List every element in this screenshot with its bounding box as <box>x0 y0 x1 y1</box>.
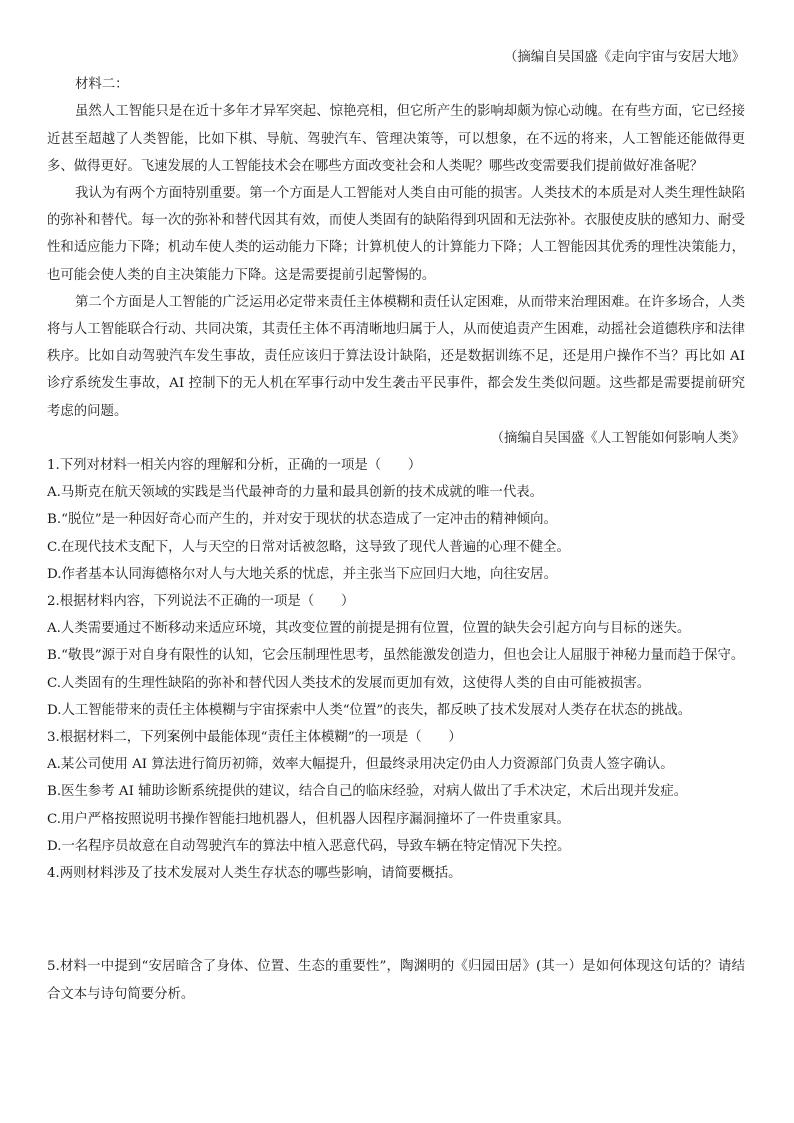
question-3-option-a: A.某公司使用 AI 算法进行简历初筛，效率大幅提升，但最终录用决定仍由人力资源部门负责人签字确认。 <box>47 757 674 773</box>
question-2-option-c: C.人类固有的生理性缺陷的弥补和替代因人类技术的发展而更加有效，这使得人类的自由可能被损害。 <box>47 675 651 691</box>
question-3-stem: 3.根据材料二，下列案例中最能体现“责任主体模糊”的一项是（ ） <box>47 730 462 746</box>
question-1-option-a: A.马斯克在航天领域的实践是当代最神奇的力量和最具创新的技术成就的唯一代表。 <box>47 485 543 501</box>
question-3-option-b: B.医生参考 AI 辅助诊断系统提供的建议，结合自己的临床经验，对病人做出了手术决定，术后出现并发症。 <box>47 784 688 800</box>
material1-source: （摘编自吴国盛《走向宇宙与安居大地》 <box>503 50 745 65</box>
question-1-stem: 1.下列对材料一相关内容的理解和分析，正确的一项是（ ） <box>47 458 422 474</box>
question-5-stem: 5.材料一中提到“安居暗含了身体、位置、生态的重要性”，陶渊明的《归园田居》(其一）是如何体现这句话的？请结合文本与诗句简要分析。 <box>47 959 745 1002</box>
question-4-stem: 4.两则材料涉及了技术发展对人类生存状态的哪些影响，请简要概括。 <box>47 866 462 882</box>
material2-heading: 材料二： <box>75 77 129 93</box>
question-3-option-c: C.用户严格按照说明书操作智能扫地机器人，但机器人因程序漏洞撞坏了一件贵重家具。 <box>47 811 570 827</box>
question-2-option-d: D.人工智能带来的责任主体模糊与宇宙探索中人类“位置”的丧失，都反映了技术发展对人类存在状态的挑战。 <box>47 702 692 718</box>
material2-paragraph-2: 我认为有两个方面特别重要。第一个方面是人工智能对人类自由可能的损害。人类技术的本质是对人类生理性缺陷的弥补和替代。每一次的弥补和替代因其有效，而使人类固有的缺陷得到巩固和无法弥补。衣服使皮肤的感知力、耐受性和适应能力下降；机动车使人类的运动能力下降；计算机使人的计算能力下降；人工智能因其优秀的理性决策能力，也可能会使人类的自主决策能力下降。这是需要提前引起警惕的。 <box>47 186 745 283</box>
document-page <box>47 44 745 1008</box>
question-2-option-b: B.“敬畏”源于对自身有限性的认知，它会压制理性思考，虽然能激发创造力，但也会让人屈服于神秘力量而趋于保守。 <box>47 648 745 664</box>
question-1-option-b: B.“脱位”是一种因好奇心而产生的，并对安于现状的状态造成了一定冲击的精神倾向。 <box>47 512 557 528</box>
question-1-option-d: D.作者基本认同海德格尔对人与大地关系的忧虑，并主张当下应回归大地，向往安居。 <box>47 566 557 582</box>
question-3 <box>47 724 745 860</box>
question-4 <box>47 860 745 953</box>
question-5 <box>47 953 745 1007</box>
question-2 <box>47 588 745 724</box>
answer-space <box>47 887 745 953</box>
material2-paragraph-1: 虽然人工智能只是在近十多年才异军突起、惊艳亮相，但它所产生的影响却颇为惊心动魄。在有些方面，它已经接近甚至超越了人类智能，比如下棋、导航、驾驶汽车、管理决策等，可以想象，在不远的将来，人工智能还能做得更多、做得更好。飞速发展的人工智能技术会在哪些方面改变社会和人类呢？哪些改变需要我们提前做好准备呢？ <box>47 104 745 174</box>
material2-paragraph-3: 第二个方面是人工智能的广泛运用必定带来责任主体模糊和责任认定困难，从而带来治理困难。在许多场合，人类将与人工智能联合行动、共同决策，其责任主体不再清晰地归属于人，从而使追责产生困难，动摇社会道德秩序和法律秩序。比如自动驾驶汽车发生事故，责任应该归于算法设计缺陷，还是数据训练不足，还是用户操作不当？再比如 AI 诊疗系统发生事故，AI 控制下的无人机在军事行动中发生袭击平民事件，都会发生类似问题。这些都是需要提前研究考虑的问题。 <box>47 294 745 419</box>
question-1-option-c: C.在现代技术支配下，人与天空的日常对话被忽略，这导致了现代人普遍的心理不健全。 <box>47 539 570 555</box>
material2-source: （摘编自吴国盛《人工智能如何影响人类》 <box>490 430 745 446</box>
question-2-option-a: A.人类需要通过不断移动来适应环境，其改变位置的前提是拥有位置，位置的缺失会引起方向与目标的迷失。 <box>47 621 691 637</box>
question-3-option-d: D.一名程序员故意在自动驾驶汽车的算法中植入恶意代码，导致车辆在特定情况下失控。 <box>47 838 571 854</box>
question-1 <box>47 452 745 588</box>
question-2-stem: 2.根据材料内容，下列说法不正确的一项是（ ） <box>47 594 355 610</box>
